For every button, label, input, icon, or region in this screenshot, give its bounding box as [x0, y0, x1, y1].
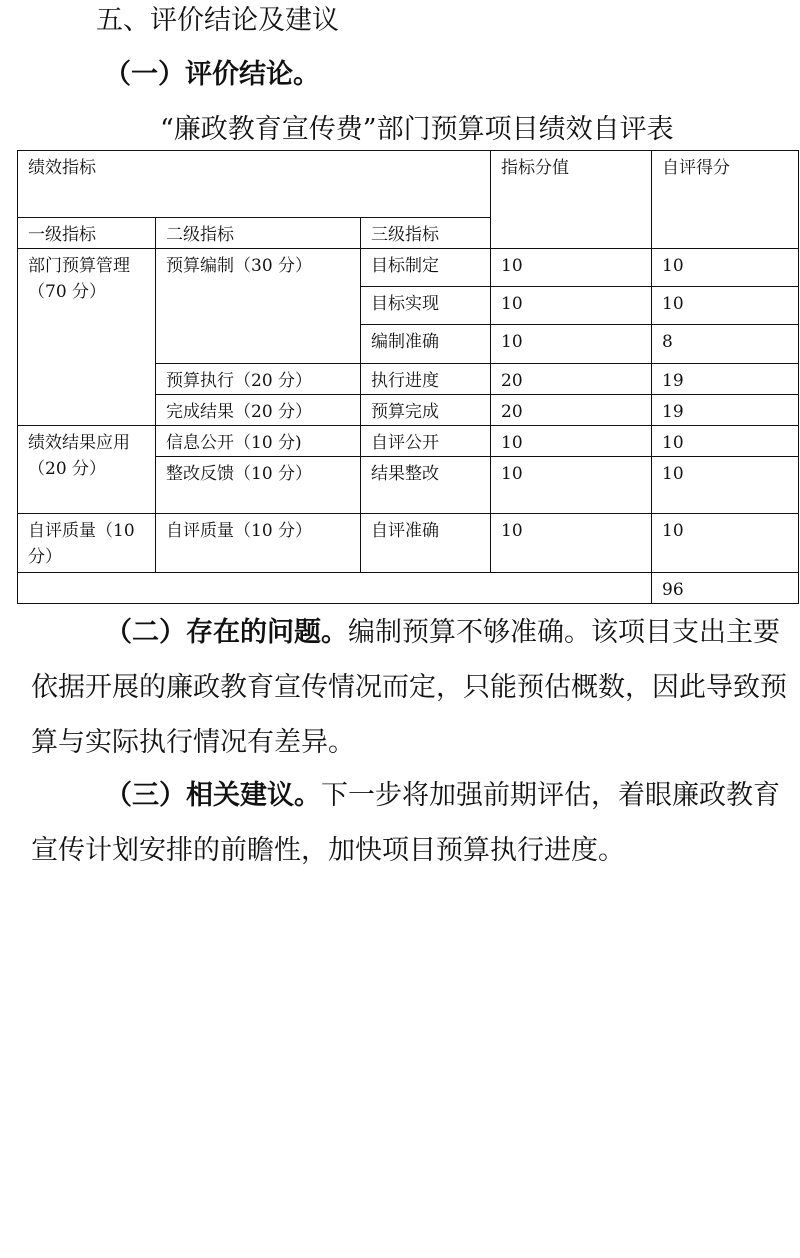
- level3-cell: 执行进度: [361, 364, 491, 395]
- self-score-cell: 10: [652, 426, 799, 457]
- table-total-row: [18, 573, 799, 604]
- level1-cell: 自评质量（10 分）: [18, 514, 156, 573]
- self-score-cell: 8: [652, 325, 799, 364]
- score-value-cell: 10: [491, 287, 652, 325]
- self-score-cell: 10: [652, 287, 799, 325]
- header-level3: 三级指标: [361, 218, 491, 249]
- level3-cell: 自评准确: [361, 514, 491, 573]
- score-value-cell: 10: [491, 514, 652, 573]
- total-score-cell: 96: [652, 573, 799, 604]
- level3-cell: 编制准确: [361, 325, 491, 364]
- section-title: 五、评价结论及建议: [96, 5, 339, 36]
- score-value-cell: 10: [491, 249, 652, 287]
- table-row: [18, 514, 799, 573]
- level2-cell: 预算执行（20 分）: [156, 364, 361, 395]
- level1-cell: 绩效结果应用（20 分）: [18, 426, 156, 514]
- table-row: [18, 426, 799, 457]
- level3-cell: 目标实现: [361, 287, 491, 325]
- self-score-cell: 10: [652, 249, 799, 287]
- self-score-cell: 19: [652, 364, 799, 395]
- table-header-row: [18, 151, 799, 218]
- level2-cell: 自评质量（10 分）: [156, 514, 361, 573]
- total-label-cell: [18, 573, 652, 604]
- table-row: [18, 249, 799, 287]
- header-score-value: 指标分值: [491, 151, 652, 249]
- level2-cell: 预算编制（30 分）: [156, 249, 361, 364]
- level2-cell: 信息公开（10 分): [156, 426, 361, 457]
- level2-cell: 整改反馈（10 分）: [156, 457, 361, 514]
- self-score-cell: 10: [652, 457, 799, 514]
- header-indicator: 绩效指标: [18, 151, 491, 218]
- score-value-cell: 20: [491, 395, 652, 426]
- score-value-cell: 10: [491, 457, 652, 514]
- header-self-score: 自评得分: [652, 151, 799, 249]
- conclusion-heading: （一）评价结论。: [104, 59, 320, 90]
- score-value-cell: 20: [491, 364, 652, 395]
- table-caption: “廉政教育宣传费”部门预算项目绩效自评表: [160, 114, 674, 145]
- suggestions-heading: （三）相关建议。: [105, 780, 321, 811]
- problems-heading: （二）存在的问题。: [105, 617, 348, 648]
- self-score-cell: 19: [652, 395, 799, 426]
- header-level1: 一级指标: [18, 218, 156, 249]
- performance-score-table: [17, 150, 799, 604]
- header-level2: 二级指标: [156, 218, 361, 249]
- score-value-cell: 10: [491, 325, 652, 364]
- level3-cell: 结果整改: [361, 457, 491, 514]
- level3-cell: 预算完成: [361, 395, 491, 426]
- level3-cell: 目标制定: [361, 249, 491, 287]
- problems-paragraph: [31, 605, 791, 770]
- level2-cell: 完成结果（20 分）: [156, 395, 361, 426]
- suggestions-paragraph: [31, 768, 791, 878]
- level1-cell: 部门预算管理（70 分）: [18, 249, 156, 426]
- problems-text: 编制预算不够准确。该项目支出主要依据开展的廉政教育宣传情况而定，只能预估概数，因此导致预算与实际执行情况有差异。: [31, 617, 787, 758]
- score-value-cell: 10: [491, 426, 652, 457]
- level3-cell: 自评公开: [361, 426, 491, 457]
- suggestions-text: 下一步将加强前期评估，着眼廉政教育宣传计划安排的前瞻性，加快项目预算执行进度。: [31, 780, 780, 866]
- self-score-cell: 10: [652, 514, 799, 573]
